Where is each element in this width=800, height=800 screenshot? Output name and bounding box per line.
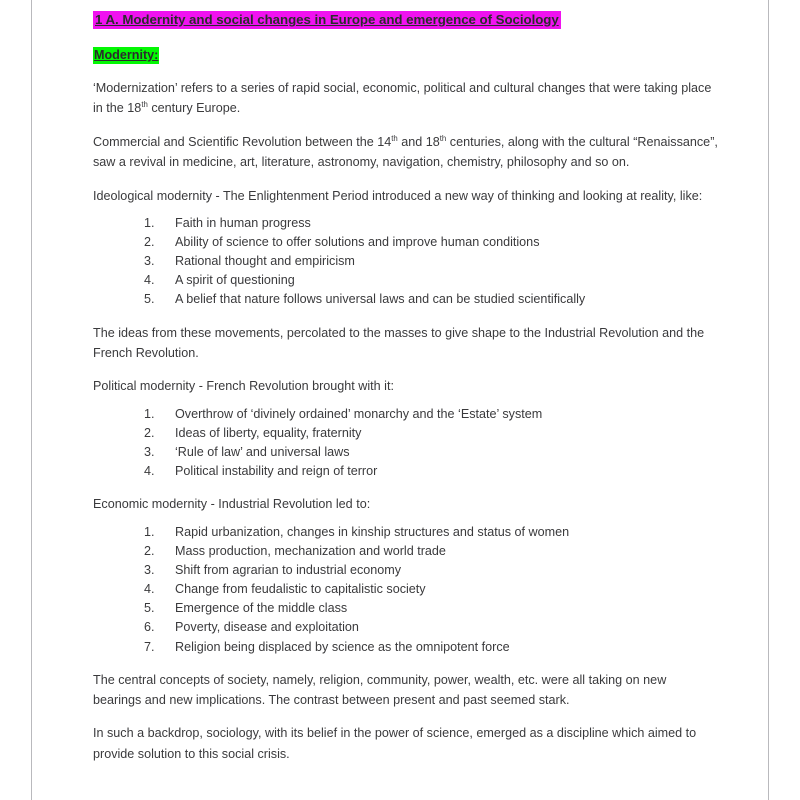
paragraph-text-part: ‘Modernization’ refers to a series of rapid social, economic, political and cultural changes that were taking place in the 18 [93, 80, 712, 116]
superscript-ordinal: th [391, 133, 398, 143]
list-item: Faith in human progress [175, 215, 311, 230]
paragraph-economic-modernity-lead: Economic modernity - Industrial Revolution led to: [93, 497, 371, 512]
paragraph-text-part: century Europe. [147, 101, 241, 116]
paragraph-text-part: centuries, along with the cultural “Renaissance”, saw a revival in medicine, art, literature, astronomy, navigation, chemistry, philosophy and so on. [93, 134, 718, 170]
paragraph-ideological-modernity-lead: Ideological modernity - The Enlightenment Period introduced a new way of thinking and looking at reality, like: [93, 188, 703, 203]
list-item: Ability of science to offer solutions and improve human conditions [175, 235, 540, 250]
paragraph-ideas-percolated: The ideas from these movements, percolated to the masses to give shape to the Industrial Revolution and the French Revolution. [93, 325, 705, 360]
list-item: Emergence of the middle class [175, 601, 348, 616]
document-content [93, 10, 718, 777]
page-title [93, 10, 718, 30]
list-item: Overthrow of ‘divinely ordained’ monarchy and the ‘Estate’ system [175, 406, 543, 421]
list-item: Political instability and reign of terror [175, 464, 378, 479]
list-item: Shift from agrarian to industrial economy [175, 563, 402, 577]
section-heading-modernity [93, 46, 718, 64]
paragraph-commercial-scientific-revolution [93, 132, 718, 173]
list-item: Religion being displaced by science as the omnipotent force [175, 639, 510, 654]
paragraph-text-part: Commercial and Scientific Revolution between the 14 [93, 134, 392, 149]
page-title-text: 1 A. Modernity and social changes in Europe and emergence of Sociology [95, 12, 559, 27]
section-heading-text: Modernity: [94, 47, 159, 62]
list-item: Poverty, disease and exploitation [175, 620, 359, 635]
list-item: Change from feudalistic to capitalistic society [175, 582, 426, 597]
list-item: Ideas of liberty, equality, fraternity [175, 425, 362, 440]
paragraph-backdrop-sociology: In such a backdrop, sociology, with its belief in the power of science, emerged as a discipline which aimed to provide solution to this social crisis. [93, 726, 697, 761]
superscript-ordinal: th [141, 100, 148, 110]
list-item: Rapid urbanization, changes in kinship structures and status of women [175, 524, 570, 539]
list-ideological-modernity [93, 214, 718, 310]
paragraph-political-modernity-lead: Political modernity - French Revolution brought with it: [93, 379, 394, 394]
list-political-modernity [93, 405, 718, 482]
document-page [31, 0, 769, 800]
list-item: Mass production, mechanization and world trade [175, 543, 446, 558]
paragraph-modernization-definition [93, 78, 718, 119]
list-item: A spirit of questioning [175, 273, 295, 288]
list-item: A belief that nature follows universal laws and can be studied scientifically [175, 292, 586, 307]
paragraph-text-part: and 18 [397, 134, 440, 149]
list-economic-modernity [93, 523, 718, 657]
list-item: Rational thought and empiricism [175, 254, 355, 269]
list-item: ‘Rule of law’ and universal laws [175, 445, 350, 460]
paragraph-central-concepts: The central concepts of society, namely, religion, community, power, wealth, etc. were all taking on new bearings and new implications. The contrast between present and past seemed stark. [93, 672, 667, 708]
superscript-ordinal: th [439, 133, 447, 143]
